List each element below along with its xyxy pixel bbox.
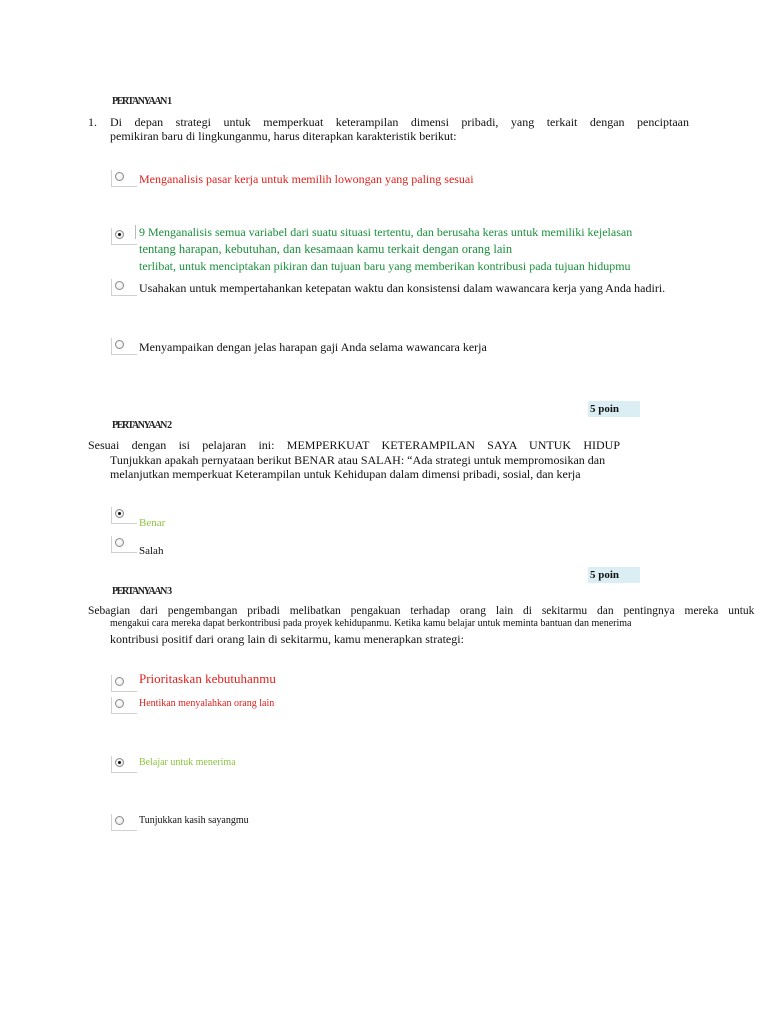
question-3-points-badge: 5 poin	[588, 567, 640, 583]
q1-option-1-label: Menganalisis pasar kerja untuk memilih lowongan yang paling sesuai	[139, 172, 474, 186]
radio-checked-icon	[115, 758, 124, 767]
question-1-text-line-1: Di depan strategi untuk memperkuat keterampilan dimensi pribadi, yang terkait dengan penciptaan	[110, 115, 689, 129]
q3-option-4-label: Tunjukkan kasih sayangmu	[139, 815, 249, 826]
question-1-heading: PERTANYAAN 1	[112, 96, 171, 107]
radio-unchecked-icon	[115, 538, 124, 547]
q1-option-2-radio[interactable]	[111, 228, 137, 245]
radio-checked-icon	[115, 509, 124, 518]
q1-option-2-label-line-2: tentang harapan, kebutuhan, dan kesamaan kamu terkait dengan orang lain	[139, 242, 513, 256]
question-2-text-line-3: melanjutkan memperkuat Keterampilan untuk Kehidupan dalam dimensi pribadi, sosial, dan kerja	[110, 467, 581, 481]
q3-option-2-radio[interactable]	[111, 697, 137, 714]
radio-unchecked-icon	[115, 281, 124, 290]
question-2-points-badge: 5 poin	[588, 401, 640, 417]
question-1-number: 1.	[88, 115, 97, 129]
radio-checked-icon	[115, 230, 124, 239]
option-divider	[135, 225, 136, 239]
question-3-text-line-3: kontribusi positif dari orang lain di sekitarmu, kamu menerapkan strategi:	[110, 632, 464, 646]
radio-unchecked-icon	[115, 677, 124, 686]
question-2-text-line-2: Tunjukkan apakah pernyataan berikut BENAR atau SALAH: “Ada strategi untuk mempromosikan dan	[110, 453, 606, 467]
q1-option-4-radio[interactable]	[111, 338, 137, 355]
question-3-text-line-1: Sebagian dari pengembangan pribadi melibatkan pengakuan terhadap orang lain di sekitarmu dan pentingnya mereka untuk	[88, 605, 755, 617]
radio-unchecked-icon	[115, 172, 124, 181]
q3-option-3-radio[interactable]	[111, 756, 137, 773]
q1-option-3-radio[interactable]	[111, 279, 137, 296]
question-1-text-line-2: pemikiran baru di lingkunganmu, harus diterapkan karakteristik berikut:	[110, 129, 457, 143]
radio-unchecked-icon	[115, 699, 124, 708]
q3-option-2-label: Hentikan menyalahkan orang lain	[139, 698, 275, 709]
q1-option-3-label: Usahakan untuk mempertahankan ketepatan waktu dan konsistensi dalam wawancara kerja yang Anda hadiri.	[139, 281, 666, 295]
question-3-text-line-2: mengakui cara mereka dapat berkontribusi pada proyek kehidupanmu. Ketika kamu belajar untuk meminta bantuan dan menerima	[110, 618, 632, 629]
q2-option-benar-radio[interactable]	[111, 507, 137, 524]
radio-unchecked-icon	[115, 340, 124, 349]
q3-option-1-label: Prioritaskan kebutuhanmu	[139, 671, 276, 686]
q3-option-3-label: Belajar untuk menerima	[139, 757, 236, 768]
q1-option-2-label-line-3: terlibat, untuk menciptakan pikiran dan tujuan baru yang memberikan kontribusi pada tujuan hidupmu	[139, 259, 631, 273]
q3-option-4-radio[interactable]	[111, 814, 137, 831]
question-2-heading: PERTANYAAN 2	[112, 420, 171, 431]
q2-option-benar-label: Benar	[139, 517, 166, 529]
q1-option-2-label-line-1: 9 Menganalisis semua variabel dari suatu situasi tertentu, dan berusaha keras untuk memiliki kejelasan	[139, 225, 633, 239]
q3-option-1-radio[interactable]	[111, 675, 137, 692]
q1-option-4-label: Menyampaikan dengan jelas harapan gaji Anda selama wawancara kerja	[139, 340, 487, 354]
radio-unchecked-icon	[115, 816, 124, 825]
q1-option-1-radio[interactable]	[111, 170, 137, 187]
question-2-text-line-1: Sesuai dengan isi pelajaran ini: MEMPERKUAT KETERAMPILAN SAYA UNTUK HIDUP	[88, 438, 620, 452]
q2-option-salah-radio[interactable]	[111, 536, 137, 553]
q2-option-salah-label: Salah	[139, 545, 164, 557]
question-3-heading: PERTANYAAN 3	[112, 586, 171, 597]
